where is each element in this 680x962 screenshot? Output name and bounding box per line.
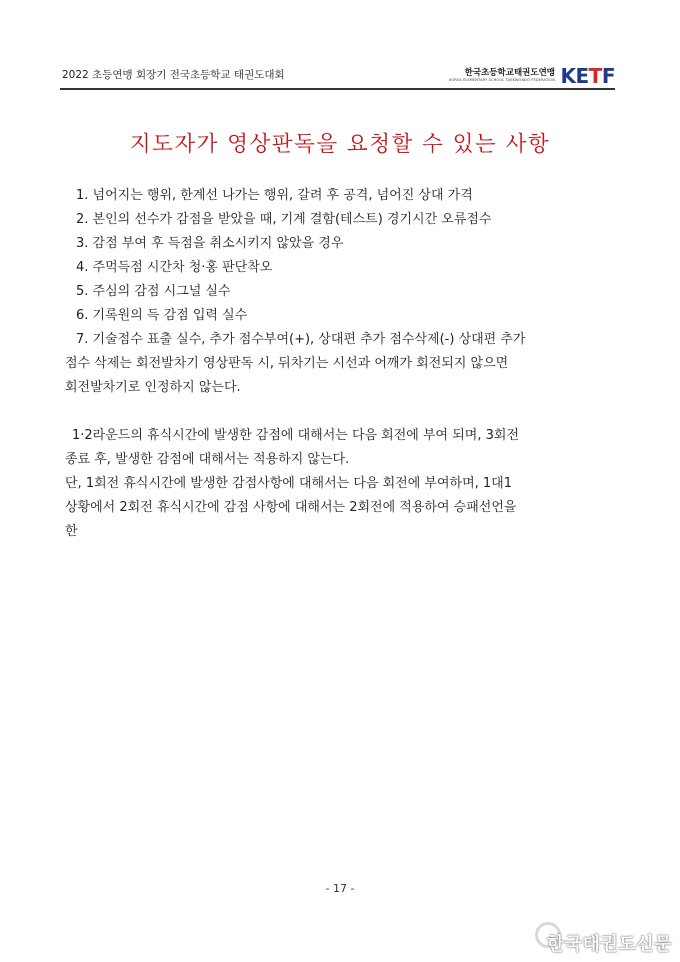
header-title: 2022 초등연맹 회장기 전국초등학교 태권도대회	[62, 69, 285, 81]
list-item-7-line-2: 점수 삭제는 회전발차기 영상판독 시, 뒤차기는 시선과 어깨가 회전되지 않으면	[65, 356, 509, 371]
federation-name	[449, 68, 555, 83]
list-item: 5. 주심의 감점 시그널 실수	[76, 284, 231, 299]
list-item: 1. 넘어지는 행위, 한계선 나가는 행위, 갈려 후 공격, 넘어진 상대 가격	[76, 188, 473, 203]
list-item: 2. 본인의 선수가 감점을 받았을 때, 기계 결함(테스트) 경기시간 오류점수	[76, 212, 492, 227]
note-line: 1·2라운드의 휴식시간에 발생한 감점에 대해서는 다음 회전에 부여 되며, 3회전	[72, 428, 520, 443]
penalty-note	[65, 424, 620, 544]
watermark-text: 한국태권도신문	[546, 934, 672, 955]
document-title: 지도자가 영상판독을 요청할 수 있는 사항	[129, 132, 551, 157]
list-item: 6. 기록원의 득 감점 입력 실수	[76, 308, 248, 323]
list-item: 3. 감점 부여 후 득점을 취소시키지 않았을 경우	[76, 236, 344, 251]
federation-name-english: KOREA ELEMENTARY SCHOOL TAEKWONDO FEDERATION	[449, 78, 555, 82]
note-line: 종료 후, 발생한 감점에 대해서는 적용하지 않는다.	[65, 452, 350, 467]
note-line: 단, 1회전 휴식시간에 발생한 감점사항에 대해서는 다음 회전에 부여하며, 1대1	[65, 476, 513, 491]
page-number: - 17 -	[325, 882, 355, 895]
note-line: 상황에서 2회전 휴식시간에 감점 사항에 대해서는 2회전에 적용하여 승패선언을	[65, 500, 517, 515]
header-rule	[60, 88, 615, 90]
federation-name-korean: 한국초등학교태권도연맹	[464, 68, 555, 78]
list-item-7-line-3: 회전발차기로 인정하지 않는다.	[65, 380, 241, 395]
page-header	[60, 58, 615, 90]
ketf-logo	[561, 65, 616, 87]
request-items-list	[65, 184, 620, 400]
list-item-7-line-1: 7. 기술점수 표출 실수, 추가 점수부여(+), 상대편 추가 점수삭제(-) 상대편 추가	[76, 332, 526, 347]
ketf-logo-text: KETF	[560, 64, 615, 88]
list-item: 4. 주먹득점 시간차 청·홍 판단착오	[76, 260, 273, 275]
note-line: 한	[65, 524, 78, 539]
